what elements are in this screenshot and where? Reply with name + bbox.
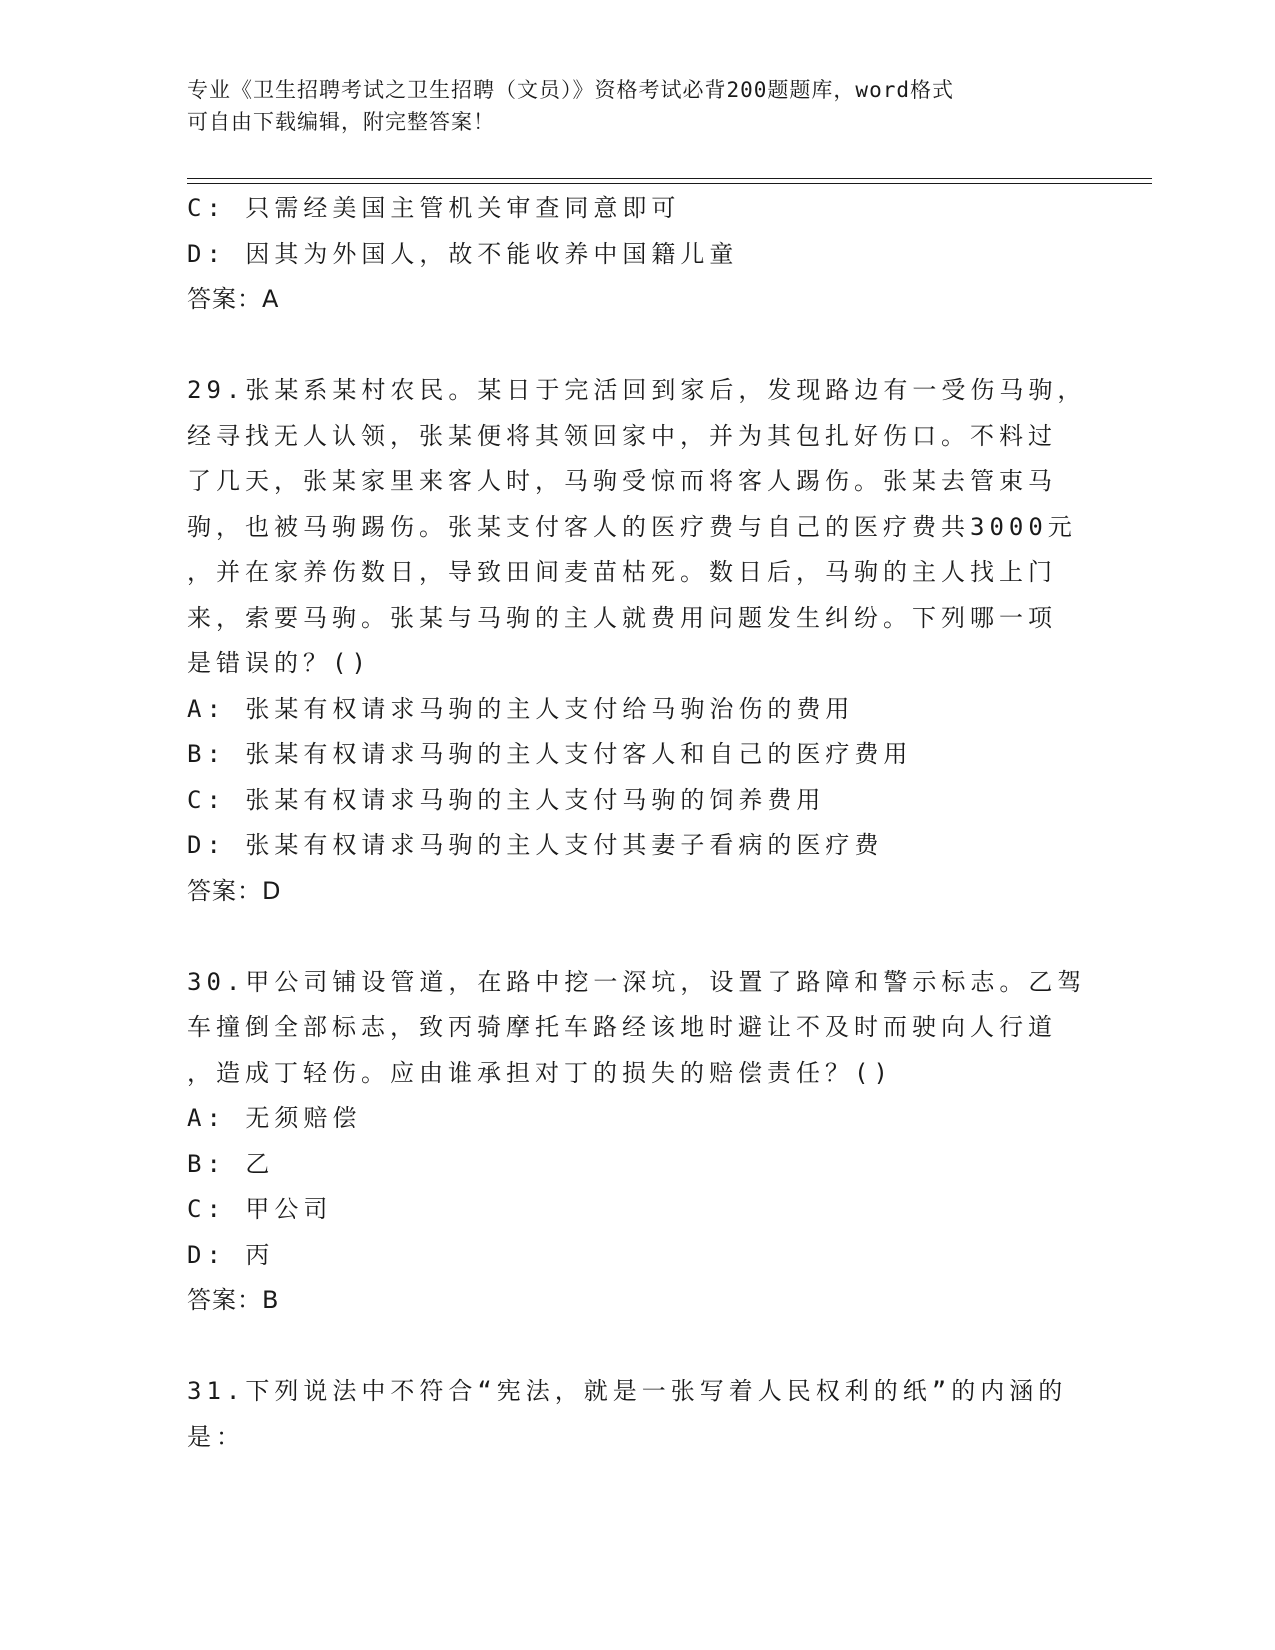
question-stem-line: 是错误的？() xyxy=(187,649,371,677)
question-stem-line: 来，索要马驹。张某与马驹的主人就费用问题发生纠纷。下列哪一项 xyxy=(187,603,1057,632)
option-c: C: 甲公司 xyxy=(187,1195,333,1223)
option-c: C: 只需经美国主管机关审查同意即可 xyxy=(187,194,681,222)
option-d: D: 因其为外国人，故不能收养中国籍儿童 xyxy=(187,239,739,268)
option-d: D: 丙 xyxy=(187,1240,275,1269)
question-31 xyxy=(187,1369,1087,1460)
question-stem-line: 31.下列说法中不符合“宪法，就是一张写着人民权利的纸”的内涵的 xyxy=(187,1377,1068,1405)
spacer xyxy=(187,1324,1087,1370)
question-stem-line: ，并在家养伤数日，导致田间麦苗枯死。数日后，马驹的主人找上门 xyxy=(187,558,1057,586)
question-stem-line: 30.甲公司铺设管道，在路中挖一深坑，设置了路障和警示标志。乙驾 xyxy=(187,967,1087,996)
header-rule-top xyxy=(187,178,1152,179)
header-line-2: 可自由下载编辑，附完整答案！ xyxy=(187,110,495,134)
question-28-tail xyxy=(187,186,1087,323)
document-header xyxy=(187,74,1067,138)
question-stem-line: 驹，也被马驹踢伤。张某支付客人的医疗费与自己的医疗费共3000元 xyxy=(187,512,1077,541)
answer: 答案：D xyxy=(187,876,282,905)
option-b: B: 乙 xyxy=(187,1149,275,1178)
question-stem-line: 是： xyxy=(187,1422,245,1451)
header-line-1: 专业《卫生招聘考试之卫生招聘（文员）》资格考试必背200题题库，word格式 xyxy=(187,78,954,102)
option-c: C: 张某有权请求马驹的主人支付马驹的饲养费用 xyxy=(187,785,826,814)
option-d: D: 张某有权请求马驹的主人支付其妻子看病的医疗费 xyxy=(187,831,884,859)
answer: 答案：B xyxy=(187,1286,280,1314)
question-30 xyxy=(187,960,1087,1324)
spacer xyxy=(187,914,1087,960)
question-stem-line: 29.张某系某村农民。某日于完活回到家后，发现路边有一受伤马驹， xyxy=(187,376,1087,404)
header-rule-bottom xyxy=(187,183,1152,184)
option-a: A: 张某有权请求马驹的主人支付给马驹治伤的费用 xyxy=(187,694,855,723)
question-stem-line: 经寻找无人认领，张某便将其领回家中，并为其包扎好伤口。不料过 xyxy=(187,421,1057,450)
question-stem-line: 了几天，张某家里来客人时，马驹受惊而将客人踢伤。张某去管束马 xyxy=(187,467,1057,495)
answer: 答案：A xyxy=(187,285,280,313)
question-stem-line: 车撞倒全部标志，致丙骑摩托车路经该地时避让不及时而驶向人行道 xyxy=(187,1013,1057,1041)
question-29 xyxy=(187,368,1087,914)
question-stem-line: ，造成丁轻伤。应由谁承担对丁的损失的赔偿责任？() xyxy=(187,1058,893,1087)
document-body xyxy=(187,186,1087,1460)
spacer xyxy=(187,323,1087,369)
option-b: B: 张某有权请求马驹的主人支付客人和自己的医疗费用 xyxy=(187,740,913,768)
option-a: A: 无须赔偿 xyxy=(187,1104,362,1132)
